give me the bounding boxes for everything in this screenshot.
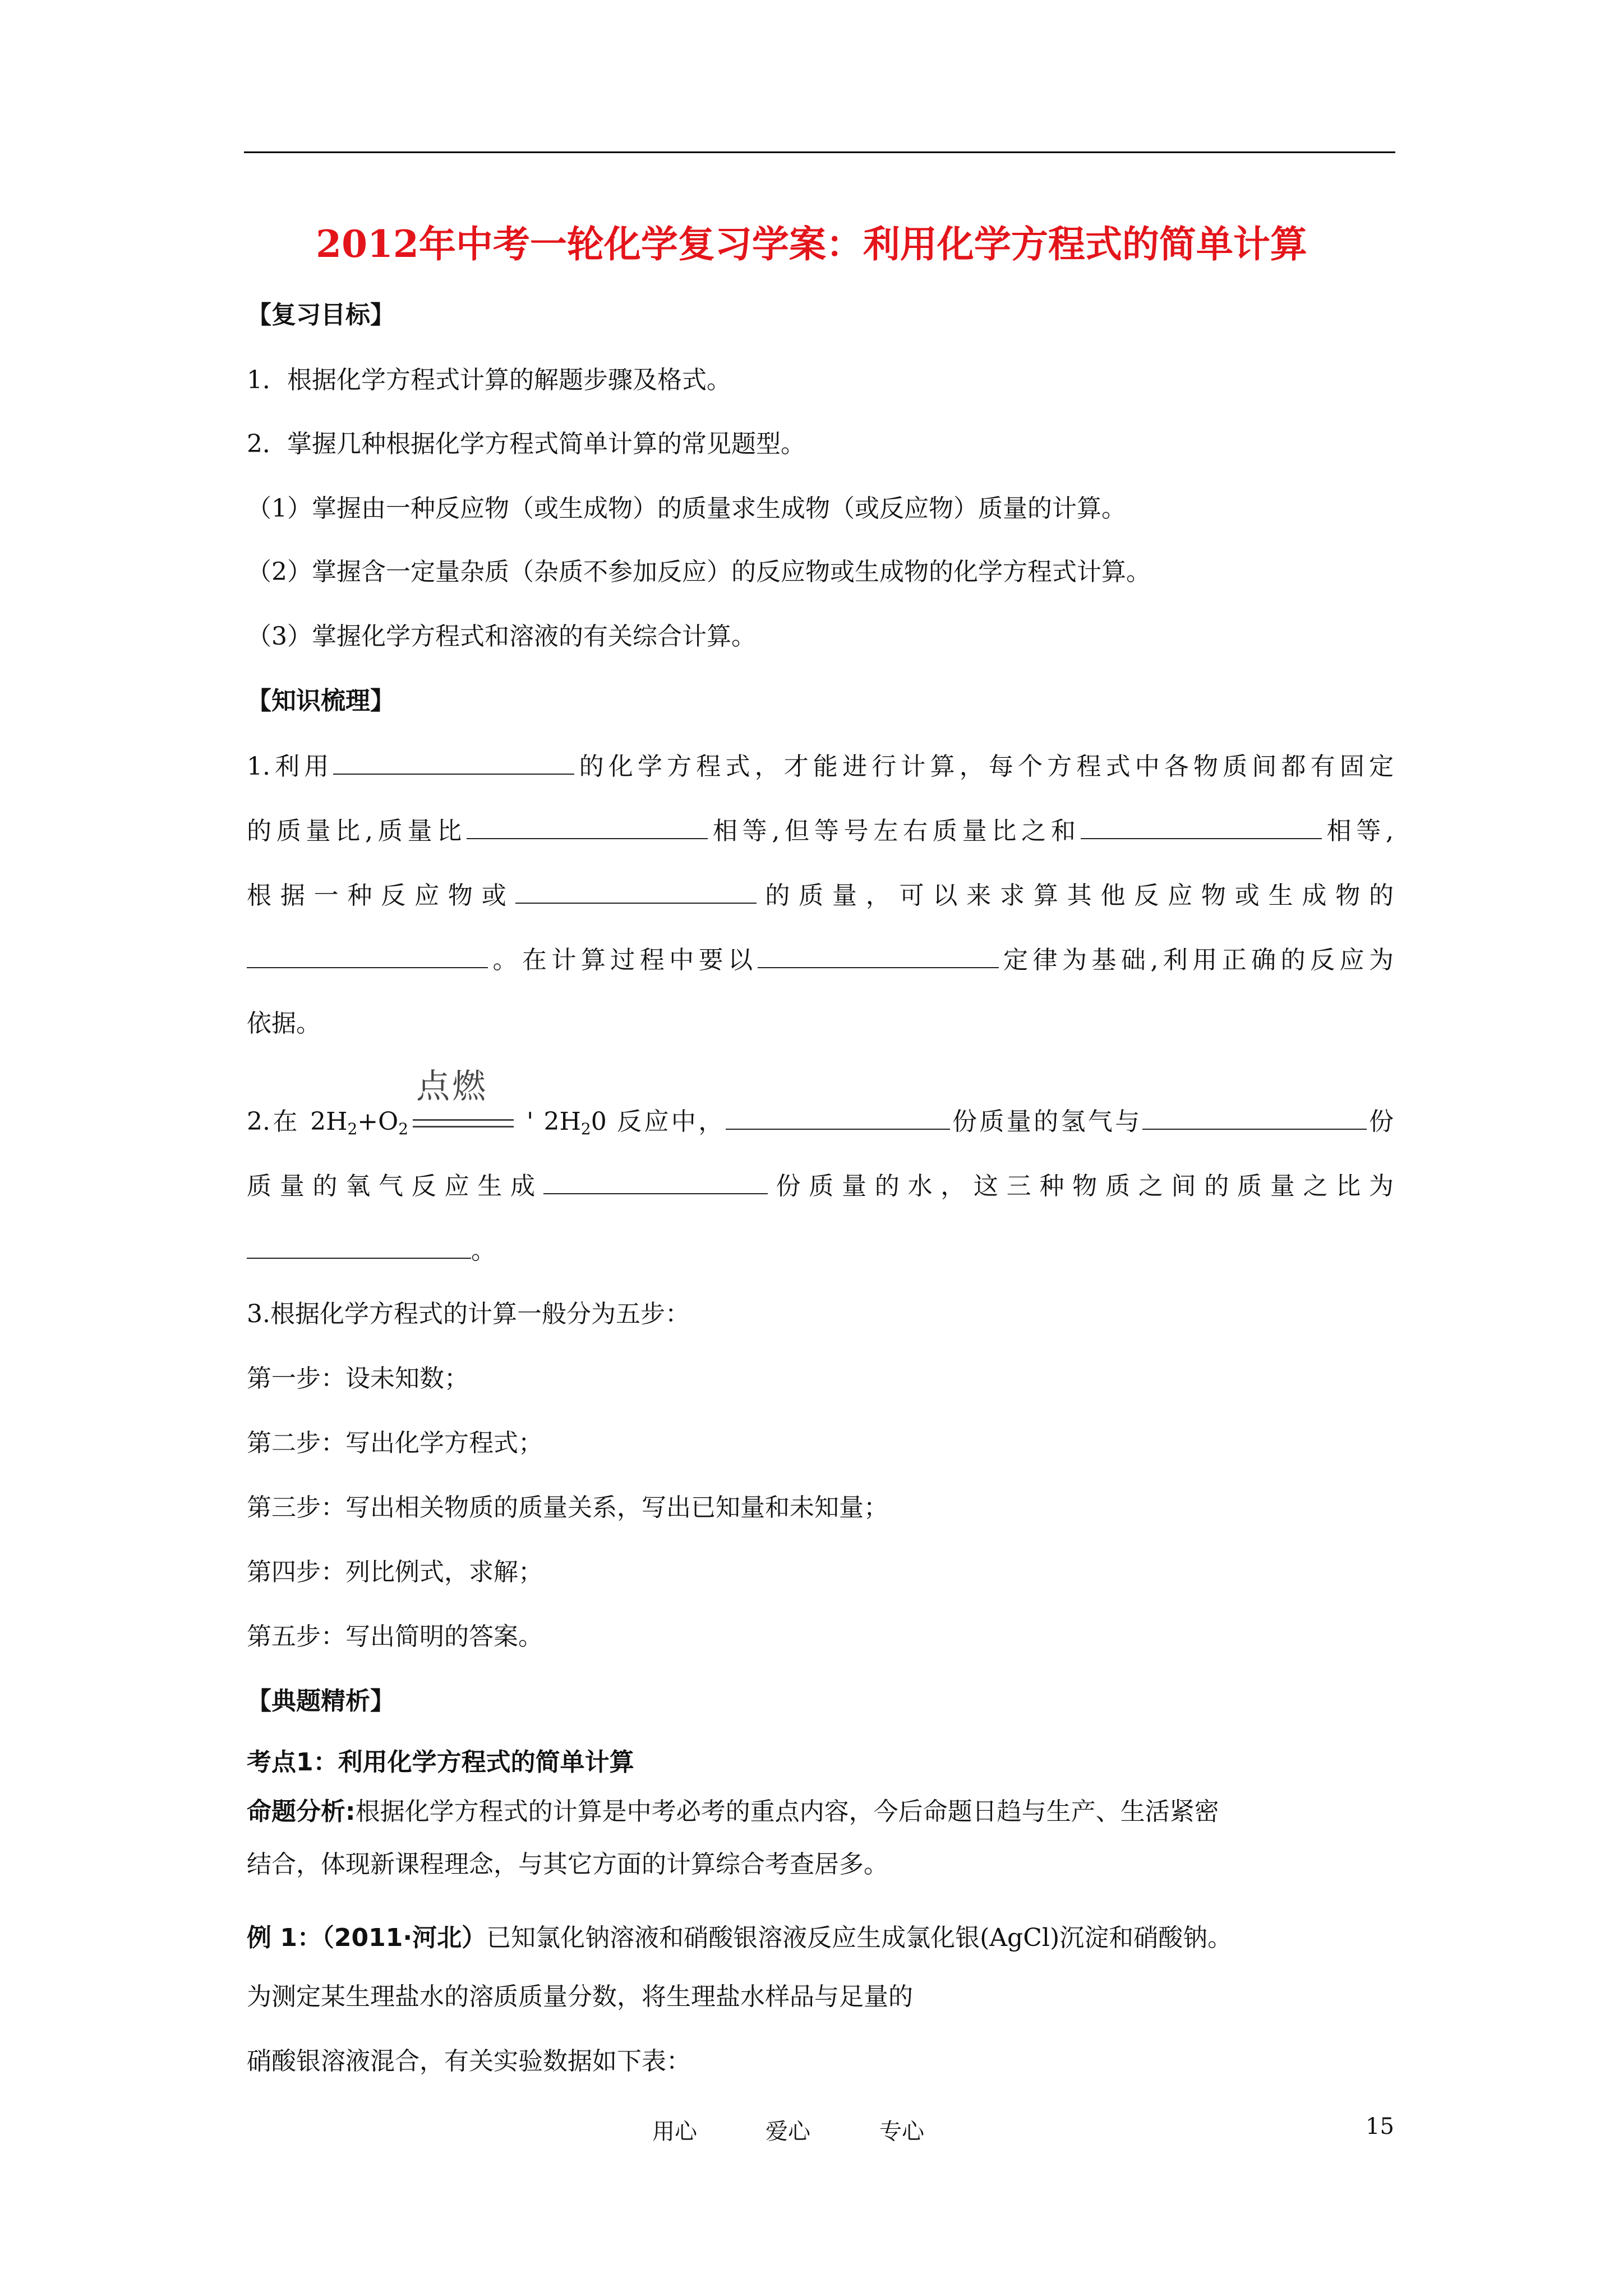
fill-blank[interactable] [758, 942, 999, 968]
text: 。 [471, 1236, 496, 1265]
step-3: 第三步：写出相关物质的质量关系，写出已知量和未知量； [247, 1493, 888, 1522]
fill-blank[interactable] [726, 1104, 950, 1130]
example-1-line-1 [247, 1921, 1232, 1955]
text: 定律为基础,利用正确的反应为 [998, 946, 1394, 974]
equals-bar [413, 1126, 514, 1128]
goal-5: （3）掌握化学方程式和溶液的有关综合计算。 [247, 622, 756, 651]
text: 。在计算过程中要以 [488, 946, 758, 974]
text: 0 反应中， [591, 1107, 726, 1136]
kaodian-heading: 考点1：利用化学方程式的简单计算 [247, 1748, 634, 1777]
text: 份 [1366, 1107, 1394, 1136]
example-label: 例 1：（2011·河北） [247, 1924, 487, 1952]
subscript: 2 [580, 1120, 591, 1138]
subscript: 2 [347, 1120, 358, 1138]
knowledge-1-line-2 [247, 813, 1394, 848]
fill-blank[interactable] [543, 1168, 768, 1194]
section-heading-examples: 【典题精析】 [247, 1687, 395, 1715]
fill-blank[interactable] [333, 749, 574, 775]
analysis-label: 命题分析: [247, 1797, 356, 1826]
section-heading-review-goal: 【复习目标】 [247, 301, 395, 329]
text: 1.利用 [247, 752, 334, 781]
section-heading-knowledge: 【知识梳理】 [247, 687, 395, 715]
goal-3: （1）掌握由一种反应物（或生成物）的质量求生成物（或反应物）质量的计算。 [247, 494, 1126, 523]
step-2: 第二步：写出化学方程式； [247, 1429, 543, 1457]
step-5: 第五步：写出简明的答案。 [247, 1622, 543, 1651]
text: 质量的氧气反应生成 [247, 1172, 543, 1200]
example-1-line-2: 为测定某生理盐水的溶质质量分数，将生理盐水样品与足量的 [247, 1982, 913, 2011]
text: +O [357, 1107, 399, 1136]
knowledge-1-line-5: 依据。 [247, 1009, 321, 1038]
fill-blank[interactable] [247, 1233, 471, 1259]
text: 2.在 2H [247, 1107, 348, 1136]
text: 已知氯化钠溶液和硝酸银溶液反应生成氯化银(AgCl)沉淀和硝酸钠。 [486, 1924, 1233, 1952]
goal-4: （2）掌握含一定量杂质（杂质不参加反应）的反应物或生成物的化学方程式计算。 [247, 558, 1151, 586]
text: 相等, [1321, 817, 1394, 845]
knowledge-1-line-1 [247, 749, 1394, 784]
footer-text-1: 用心 [652, 2119, 697, 2145]
equals-bar [413, 1119, 514, 1121]
analysis-line-1 [247, 1795, 1219, 1829]
analysis-line-2: 结合，体现新课程理念，与其它方面的计算综合考查居多。 [247, 1850, 888, 1879]
knowledge-1-line-4 [247, 942, 1394, 977]
knowledge-2-line-2 [247, 1168, 1394, 1203]
fill-blank[interactable] [515, 878, 757, 904]
text: 份质量的氢气与 [949, 1107, 1142, 1136]
reaction-arrow [413, 1066, 522, 1140]
subscript: 2 [398, 1120, 409, 1138]
page-title: 2012年中考一轮化学复习学案：利用化学方程式的简单计算 [316, 222, 1307, 266]
knowledge-2-line-1 [247, 1066, 1394, 1146]
text: 份质量的水，这三种物质之间的质量之比为 [767, 1172, 1394, 1200]
fill-blank[interactable] [1142, 1104, 1367, 1130]
text: 的质量比,质量比 [247, 817, 467, 845]
text: 根据一种反应物或 [247, 881, 515, 910]
knowledge-1-line-3 [247, 878, 1394, 913]
text: 相等,但等号左右质量比之和 [708, 817, 1081, 845]
fill-blank[interactable] [1081, 813, 1322, 839]
example-1-line-3: 硝酸银溶液混合，有关实验数据如下表： [247, 2047, 691, 2076]
fill-blank[interactable] [247, 942, 488, 968]
footer-text-3: 专心 [879, 2119, 924, 2145]
goal-2: 2．掌握几种根据化学方程式简单计算的常见题型。 [247, 430, 805, 458]
text: 的化学方程式，才能进行计算，每个方程式中各物质间都有固定 [574, 752, 1394, 781]
footer-text-2: 爱心 [766, 2119, 810, 2145]
step-4: 第四步：列比例式，求解； [247, 1558, 543, 1586]
page-number: 15 [1366, 2114, 1394, 2139]
reaction-condition: 点燃 [416, 1066, 488, 1106]
fill-blank[interactable] [467, 813, 708, 839]
text: ' 2H [527, 1107, 581, 1136]
text: 根据化学方程式的计算是中考必考的重点内容，今后命题日趋与生产、生活紧密 [355, 1797, 1219, 1826]
knowledge-3-heading: 3.根据化学方程式的计算一般分为五步： [247, 1300, 690, 1328]
goal-1: 1．根据化学方程式计算的解题步骤及格式。 [247, 366, 731, 394]
step-1: 第一步：设未知数； [247, 1364, 469, 1393]
header-rule [244, 151, 1395, 153]
knowledge-2-line-3 [247, 1233, 496, 1268]
text: 的质量，可以来求算其他反应物或生成物的 [756, 881, 1394, 910]
